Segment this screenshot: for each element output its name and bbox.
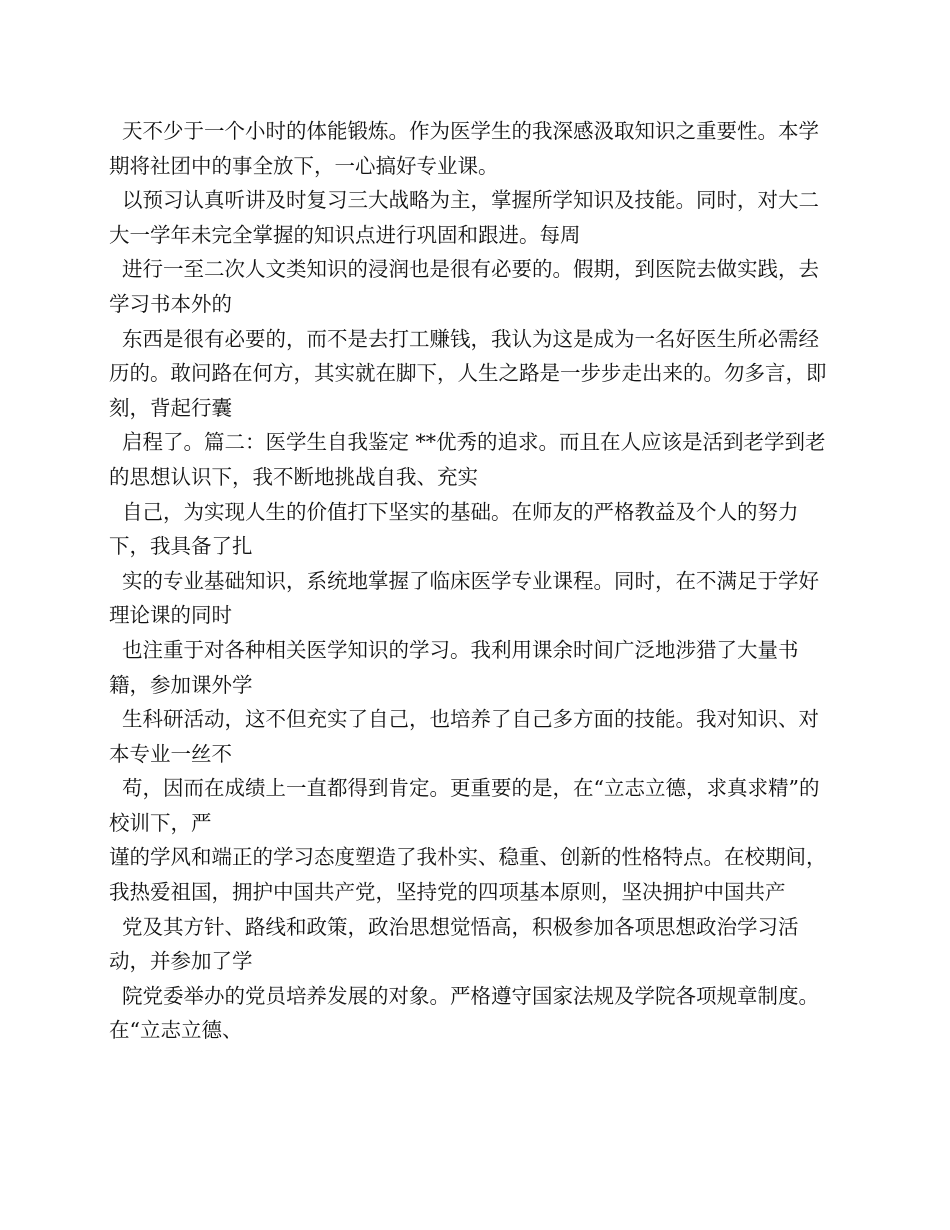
paragraph: 院党委举办的党员培养发展的对象。严格遵守国家法规及学院各项规章制度。在“立志立德、 (109, 983, 820, 1043)
paragraph: 以预习认真听讲及时复习三大战略为主，掌握所学知识及技能。同时，对大二大一学年未完全掌握的知识点进行巩固和跟进。每周 (109, 188, 820, 247)
paragraph: 进行一至二次人文类知识的浸润也是很有必要的。假期，到医院去做实践，去学习书本外的 (109, 257, 820, 316)
paragraph: 自己，为实现人生的价值打下坚实的基础。在师友的严格教益及个人的努力下，我具备了扎 (109, 499, 799, 559)
paragraph: 谨的学风和端正的学习态度塑造了我朴实、稳重、创新的性格特点。在校期间，我热爱祖国，拥护中国共产党，坚持党的四项基本原则，坚决拥护中国共产 (109, 845, 827, 905)
paragraph: 启程了。篇二：医学生自我鉴定 **优秀的追求。而且在人应该是活到老学到老的思想认识下，我不断地挑战自我、充实 (109, 430, 826, 489)
paragraph: 实的专业基础知识，系统地掌握了临床医学专业课程。同时，在不满足于学好理论课的同时 (109, 568, 820, 628)
paragraph: 东西是很有必要的，而不是去打工赚钱，我认为这是成为一名好医生所必需经历的。敢问路在何方，其实就在脚下，人生之路是一步步走出来的。勿多言，即刻，背起行囊 (109, 326, 827, 420)
paragraph: 天不少于一个小时的体能锻炼。作为医学生的我深感汲取知识之重要性。本学期将社团中的事全放下，一心搞好专业课。 (109, 119, 820, 178)
paragraph: 党及其方针、路线和政策，政治思想觉悟高，积极参加各项思想政治学习活动，并参加了学 (109, 914, 799, 974)
body-text (109, 114, 829, 1048)
paragraph: 苟，因而在成绩上一直都得到肯定。更重要的是，在“立志立德，求真求精”的校训下，严 (109, 776, 820, 835)
paragraph: 生科研活动，这不但充实了自己，也培养了自己多方面的技能。我对知识、对本专业一丝不 (109, 707, 820, 766)
paragraph: 也注重于对各种相关医学知识的学习。我利用课余时间广泛地涉猎了大量书籍，参加课外学 (109, 637, 799, 697)
